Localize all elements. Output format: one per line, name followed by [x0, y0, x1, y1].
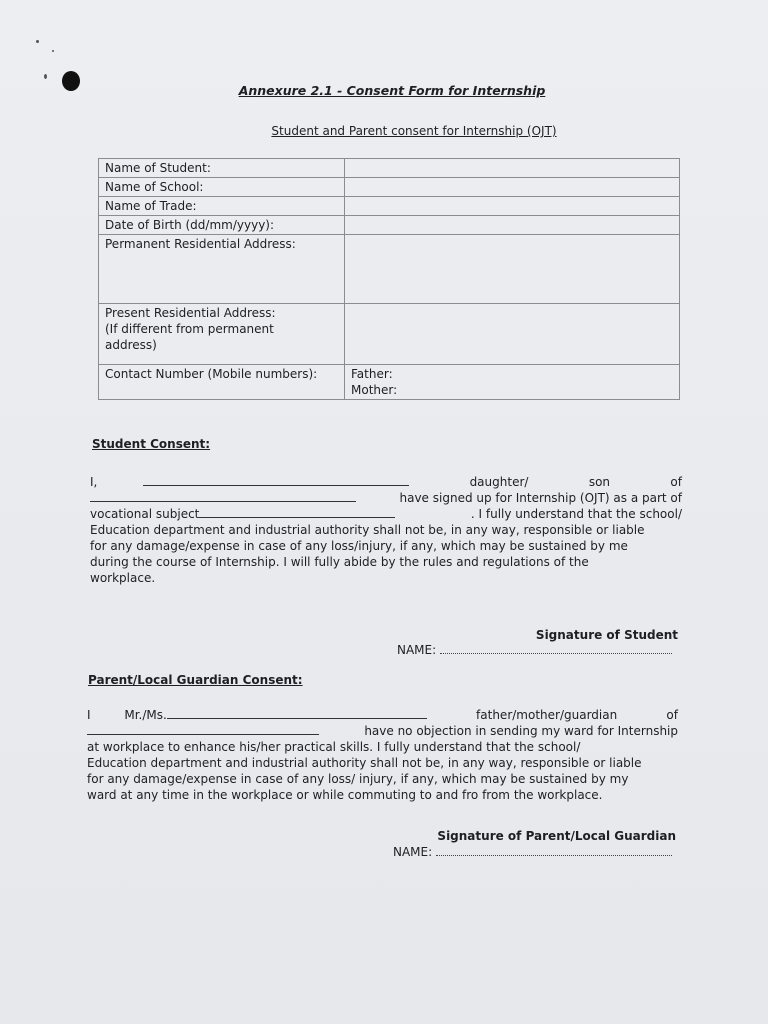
daughter-text: daughter/: [469, 475, 529, 489]
text-line: [90, 490, 682, 506]
ink-speck: [44, 74, 47, 79]
i-text: I,: [90, 475, 98, 489]
of-text: of: [666, 708, 678, 722]
row-label: Date of Birth (dd/mm/yyyy):: [99, 216, 345, 235]
text-line: [90, 506, 682, 522]
text-line: ward at any time in the workplace or while commuting to and fro from the workplace.: [87, 788, 603, 802]
text-line: for any damage/expense in case of any loss/injury, if any, which may be sustained by me: [90, 539, 628, 553]
guardian-name-field[interactable]: [436, 845, 672, 856]
table-row: [99, 235, 680, 304]
row-label: Permanent Residential Address:: [99, 235, 345, 304]
mr-ms-text: Mr./Ms.: [124, 708, 167, 722]
row-label: Name of Student:: [99, 159, 345, 178]
of-text: of: [670, 475, 682, 489]
son-text: son: [588, 475, 611, 489]
ward-name-blank[interactable]: [87, 723, 319, 735]
text-line: Education department and industrial authority shall not be, in any way, responsible or liable: [87, 756, 642, 770]
row-value[interactable]: [345, 365, 680, 400]
row-label: Contact Number (Mobile numbers):: [99, 365, 345, 400]
vocational-text: vocational subject: [90, 507, 200, 521]
text-line: workplace.: [90, 571, 156, 585]
guardian-name-blank[interactable]: [167, 707, 427, 719]
ink-speck: [36, 40, 39, 43]
row-value[interactable]: [345, 216, 680, 235]
guardian-name-line: [393, 845, 672, 859]
table-row: [99, 197, 680, 216]
row-value[interactable]: [345, 178, 680, 197]
name-label: NAME:: [393, 845, 433, 859]
text-line: at workplace to enhance his/her practical skills. I fully understand that the school/: [87, 740, 581, 754]
row-value[interactable]: [345, 197, 680, 216]
name-label: NAME:: [397, 643, 437, 657]
table-row: [99, 365, 680, 400]
row-value[interactable]: [345, 235, 680, 304]
i-text: I: [87, 708, 91, 722]
student-name-blank[interactable]: [143, 474, 409, 486]
row-label: Name of Trade:: [99, 197, 345, 216]
row-label-line: (If different from permanent: [105, 322, 274, 336]
ink-speck: [52, 50, 54, 52]
signed-up-text: have signed up for Internship (OJT) as a part of: [399, 491, 682, 505]
row-label: [99, 304, 345, 365]
document-title: Annexure 2.1 - Consent Form for Internship: [238, 83, 546, 98]
row-value[interactable]: [345, 159, 680, 178]
student-signature-label: Signature of Student: [535, 628, 678, 642]
no-objection-text: have no objection in sending my ward for Internship: [364, 724, 678, 738]
table-row: [99, 216, 680, 235]
table-row: [99, 304, 680, 365]
relation-text: father/mother/guardian: [476, 708, 618, 722]
document-subtitle: Student and Parent consent for Internship (OJT): [271, 124, 557, 138]
student-name-field[interactable]: [440, 643, 672, 654]
understand-text: . I fully understand that the school/: [470, 507, 682, 521]
text-line: Education department and industrial authority shall not be, in any way, responsible or liable: [90, 523, 645, 537]
mother-label: Mother:: [351, 383, 398, 397]
table-row: [99, 178, 680, 197]
student-name-line: [397, 643, 672, 657]
student-consent-heading: Student Consent:: [92, 437, 211, 451]
text-line: for any damage/expense in case of any loss/ injury, if any, which may be sustained by my: [87, 772, 629, 786]
text-line: [90, 474, 682, 490]
row-value[interactable]: [345, 304, 680, 365]
text-line: [87, 723, 678, 739]
row-label: Name of School:: [99, 178, 345, 197]
text-line: during the course of Internship. I will fully abide by the rules and regulations of the: [90, 555, 589, 569]
student-consent-paragraph: [90, 474, 682, 586]
row-label-line: Present Residential Address:: [105, 306, 276, 320]
parent-consent-paragraph: [87, 707, 678, 803]
subject-blank[interactable]: [199, 506, 395, 518]
guardian-signature-label: Signature of Parent/Local Guardian: [437, 829, 676, 843]
row-label-line: address): [105, 338, 157, 352]
parent-name-blank[interactable]: [90, 490, 356, 502]
table-row: [99, 159, 680, 178]
father-label: Father:: [351, 367, 393, 381]
text-line: [87, 707, 678, 723]
student-details-table: [98, 158, 680, 400]
parent-consent-heading: Parent/Local Guardian Consent:: [88, 673, 303, 687]
